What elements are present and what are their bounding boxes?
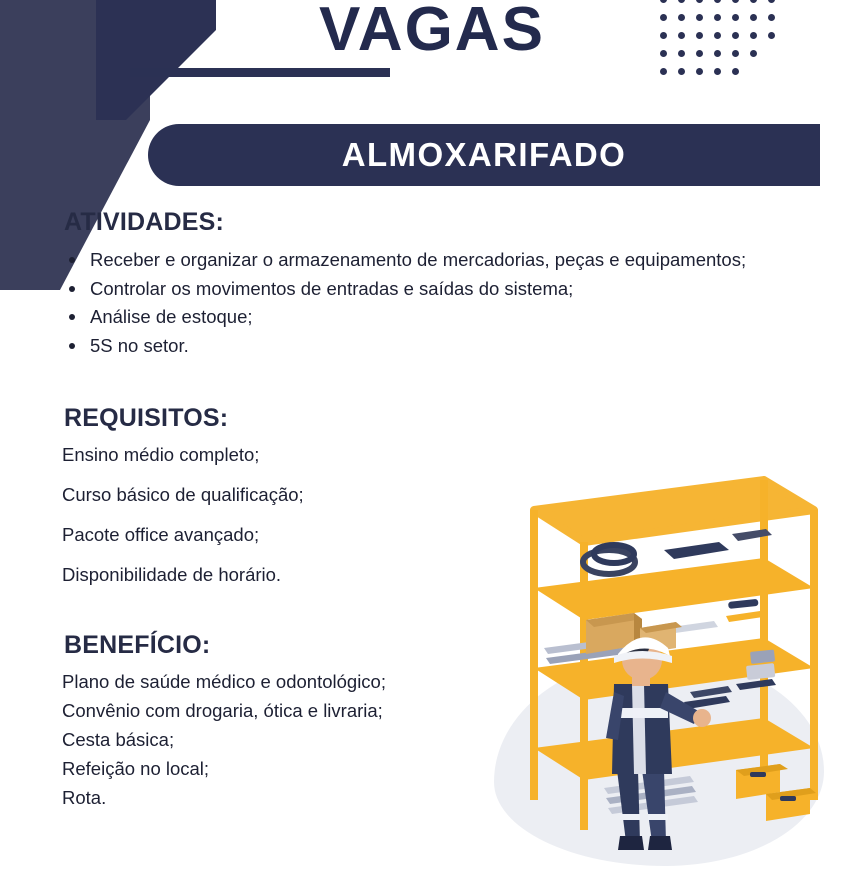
role-banner (148, 124, 820, 186)
list-item: Pacote office avançado; (62, 523, 260, 545)
list-item: Controlar os movimentos de entradas e saídas do sistema; (64, 276, 755, 303)
list-item: Análise de estoque; (64, 304, 755, 331)
decor-title-underline (130, 68, 390, 77)
atividades-list (0, 247, 864, 360)
warehouse-worker-shelves-icon (514, 470, 834, 870)
list-item: Refeição no local; (62, 757, 210, 779)
list-item: Ensino médio completo; (62, 443, 260, 465)
list-item: Plano de saúde médico e odontológico; (62, 670, 386, 692)
list-item: Cesta básica; (62, 728, 175, 750)
list-item: Rota. (62, 786, 107, 808)
section-heading-atividades: ATIVIDADES: (64, 208, 225, 236)
list-item: Convênio com drogaria, ótica e livraria; (62, 699, 383, 721)
role-label: ALMOXARIFADO (341, 136, 627, 173)
section-heading-requisitos: REQUISITOS: (64, 403, 229, 432)
list-item: Receber e organizar o armazenamento de mercadorias, peças e equipamentos; (64, 247, 755, 274)
page-title: VAGAS (319, 0, 545, 64)
section-heading-beneficio: BENEFÍCIO: (64, 630, 211, 659)
list-item: Disponibilidade de horário. (62, 563, 282, 585)
list-item: 5S no setor. (64, 333, 755, 360)
list-item: Curso básico de qualificação; (62, 483, 304, 505)
section-atividades (0, 208, 864, 360)
